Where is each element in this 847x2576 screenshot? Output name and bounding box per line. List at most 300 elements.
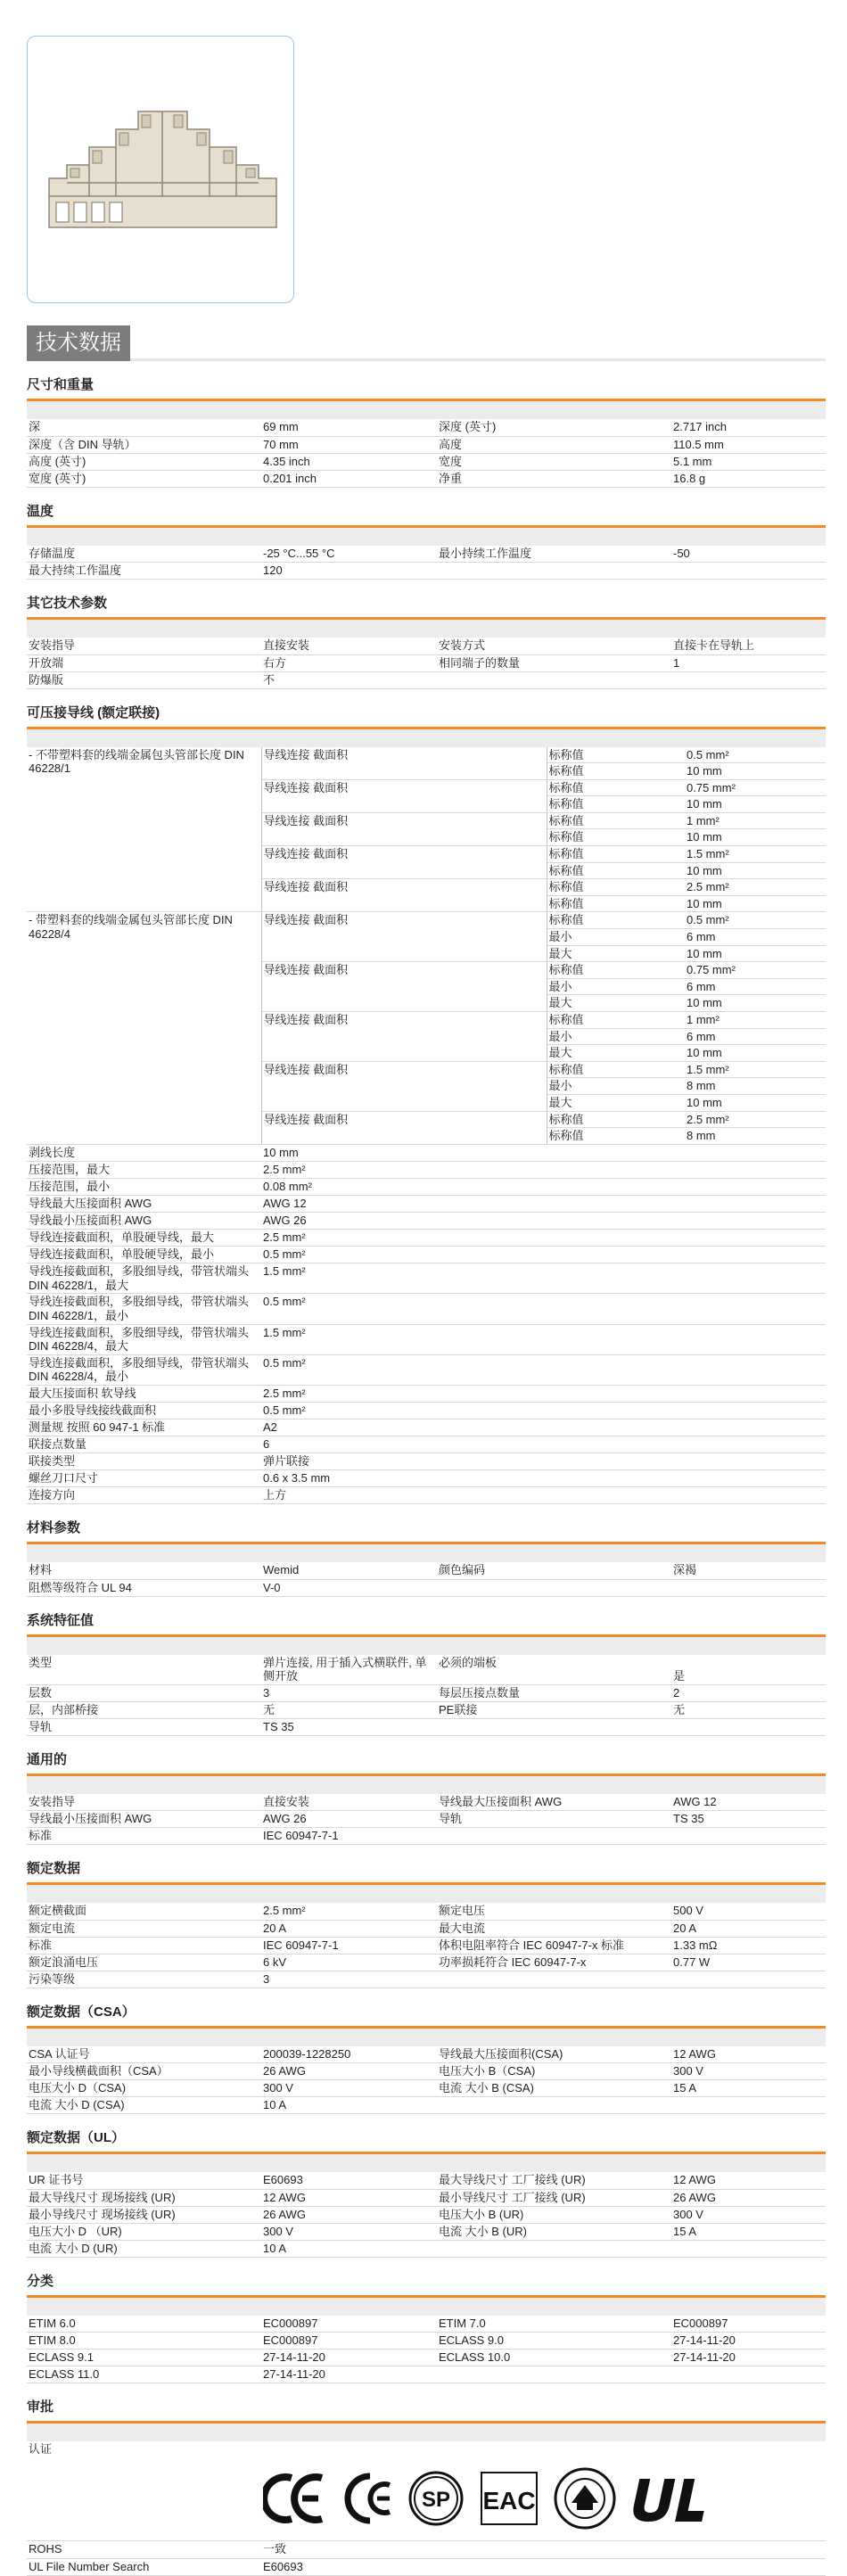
section-dimensions [27, 374, 826, 488]
type-label: 导线连接 截面积 [261, 1012, 547, 1062]
label: 最小 [547, 1078, 685, 1095]
label [437, 2366, 671, 2383]
value: 8 mm [685, 1078, 826, 1095]
label: ETIM 7.0 [437, 2316, 671, 2333]
value: 0.77 W [671, 1954, 826, 1971]
label [437, 2097, 671, 2114]
value: 12 AWG [671, 2046, 826, 2063]
label: 导轨 [27, 1718, 261, 1735]
section-gap [27, 1885, 826, 1903]
value: 69 mm [261, 419, 437, 436]
tech-data-title-bar [27, 325, 826, 361]
label: 材料 [27, 1562, 261, 1579]
value: Wemid [261, 1562, 437, 1579]
label: 层，内部桥接 [27, 1701, 261, 1718]
label: 最小导线尺寸 现场接线 (UR) [27, 2206, 261, 2223]
value: AWG 26 [261, 1811, 437, 1828]
table-row [27, 1294, 826, 1324]
value: 8 mm [685, 1128, 826, 1145]
value: 27-14-11-20 [261, 2350, 437, 2366]
label: 阻燃等级符合 UL 94 [27, 1579, 261, 1596]
label: 标称值 [547, 862, 685, 879]
csa-table [27, 2046, 826, 2115]
table-row [27, 1470, 826, 1487]
value: 2.5 mm² [261, 1230, 437, 1247]
value: 2.5 mm² [685, 1111, 826, 1128]
label: 电压大小 D （UR) [27, 2223, 261, 2240]
label: 电流 大小 D (CSA) [27, 2097, 261, 2114]
label: 标称值 [547, 879, 685, 896]
value: 12 AWG [261, 2189, 437, 2206]
value: 0.5 mm² [261, 1247, 437, 1263]
section-gap [27, 528, 826, 546]
label: 每层压接点数量 [437, 1684, 671, 1701]
value: AWG 12 [261, 1196, 437, 1213]
value: 直接安装 [261, 1794, 437, 1811]
label [437, 1828, 671, 1845]
table-row [27, 1386, 826, 1403]
value: 5.1 mm [671, 453, 826, 470]
csa-sp-text: SP [421, 2488, 451, 2513]
table-row [27, 1954, 826, 1971]
value: 10 mm [685, 829, 826, 846]
label: 功率损耗符合 IEC 60947-7-x [437, 1954, 671, 1971]
table-row [27, 2080, 826, 2097]
value: 70 mm [261, 436, 437, 453]
value: 1 mm² [685, 812, 826, 829]
section-gap [27, 1776, 826, 1794]
temperature-table [27, 546, 826, 580]
label: 安装方式 [437, 638, 671, 654]
label: 导线最大压接面积(CSA) [437, 2046, 671, 2063]
conductor-table-din-46228-1 [27, 747, 826, 913]
table-row [27, 1247, 826, 1263]
material-table [27, 1562, 826, 1597]
value [671, 1971, 826, 1988]
value: 2 [671, 1684, 826, 1701]
value: 26 AWG [671, 2189, 826, 2206]
table-row [27, 2172, 826, 2189]
value: 2.5 mm² [261, 1386, 437, 1403]
label: 开放端 [27, 654, 261, 671]
value: 6 [261, 1436, 437, 1453]
value: 10 A [261, 2097, 437, 2114]
value: 0.5 mm² [261, 1403, 437, 1420]
section-ul [27, 2127, 826, 2258]
table-row [27, 563, 826, 580]
value: 300 V [261, 2223, 437, 2240]
table-row [27, 638, 826, 654]
label: 存储温度 [27, 546, 261, 563]
label: 类型 [27, 1655, 261, 1685]
label: 最大导线尺寸 现场接线 (UR) [27, 2189, 261, 2206]
ul-table [27, 2172, 826, 2258]
label: 导线连接截面积，单股硬导线，最小 [27, 1247, 261, 1263]
table-row [27, 1971, 826, 1988]
label [437, 2558, 671, 2575]
label: 电压大小 D（CSA) [27, 2080, 261, 2097]
table-row [27, 747, 826, 763]
value: IEC 60947-7-1 [261, 1937, 437, 1954]
value: 16.8 g [671, 470, 826, 487]
label: 安装指导 [27, 638, 261, 654]
label: 电压大小 B (UR) [437, 2206, 671, 2223]
value: 1.5 mm² [685, 1061, 826, 1078]
table-row [27, 1324, 826, 1354]
section-other [27, 592, 826, 689]
label: 最小多股导线接线截面积 [27, 1403, 261, 1420]
table-row [27, 419, 826, 436]
label: 联接类型 [27, 1453, 261, 1470]
label: 连接方向 [27, 1487, 261, 1504]
label: 测量规 按照 60 947-1 标准 [27, 1420, 261, 1436]
type-label: 导线连接 截面积 [261, 779, 547, 812]
label: 导线最大压接面积 AWG [437, 1794, 671, 1811]
label: 最小导线尺寸 工厂接线 (UR) [437, 2189, 671, 2206]
section-gap [27, 2424, 826, 2441]
table-row [27, 2316, 826, 2333]
value [671, 1579, 826, 1596]
value [671, 671, 826, 688]
value: 15 A [671, 2080, 826, 2097]
value: 一致 [261, 2541, 437, 2558]
table-row [27, 1937, 826, 1954]
section-gap [27, 1637, 826, 1655]
value: 3 [261, 1684, 437, 1701]
value: 10 mm [685, 763, 826, 780]
value: 弹片联接 [261, 1453, 437, 1470]
type-label: 导线连接 截面积 [261, 812, 547, 845]
label: ECLASS 9.0 [437, 2333, 671, 2350]
value: 10 A [261, 2240, 437, 2257]
value: 6 mm [685, 929, 826, 946]
label [437, 1718, 671, 1735]
value: 是 [671, 1655, 826, 1685]
value: 500 V [671, 1903, 826, 1920]
approvals-cert-table [27, 2441, 826, 2458]
group-label: - 不带塑料套的线端金属包头管部长度 DIN 46228/1 [27, 747, 261, 912]
value: 2.5 mm² [685, 879, 826, 896]
value: -25 °C...55 °C [261, 546, 437, 563]
label: 标称值 [547, 846, 685, 863]
section-csa [27, 2001, 826, 2115]
value: E60693 [261, 2558, 437, 2575]
label: 压接范围，最大 [27, 1162, 261, 1179]
label: 最小导线横截面积（CSA） [27, 2063, 261, 2080]
ul-mark-text: UL [632, 2472, 634, 2473]
label: ECLASS 10.0 [437, 2350, 671, 2366]
table-row [27, 1263, 826, 1294]
value: 0.08 mm² [261, 1179, 437, 1196]
value: TS 35 [261, 1718, 437, 1735]
label: UL File Number Search [27, 2558, 261, 2575]
value [671, 2366, 826, 2383]
table-row [27, 2063, 826, 2080]
table-row [27, 1920, 826, 1937]
table-row [27, 1145, 826, 1162]
section-title: 其它技术参数 [27, 592, 826, 620]
value: 12 AWG [671, 2172, 826, 2189]
label: 电流 大小 B (UR) [437, 2223, 671, 2240]
label: 额定浪涌电压 [27, 1954, 261, 1971]
value [671, 2097, 826, 2114]
section-title: 审批 [27, 2396, 826, 2424]
label: 深度 (英寸) [437, 419, 671, 436]
label: 导线连接截面积，多股细导线，带管状端头 DIN 46228/4，最小 [27, 1354, 261, 1385]
value: 右方 [261, 654, 437, 671]
table-row [27, 470, 826, 487]
value: 10 mm [685, 862, 826, 879]
label: ETIM 8.0 [27, 2333, 261, 2350]
value: 2.5 mm² [261, 1903, 437, 1920]
value: 0.5 mm² [685, 747, 826, 763]
table-row [27, 1213, 826, 1230]
value [671, 2240, 826, 2257]
label: 额定电流 [27, 1920, 261, 1937]
csa-sp-icon [407, 2470, 465, 2527]
eac-mark-icon [481, 2472, 538, 2525]
label: 导线连接截面积，多股细导线，带管状端头 DIN 46228/1，最大 [27, 1263, 261, 1294]
table-row [27, 1562, 826, 1579]
label: 防爆版 [27, 671, 261, 688]
section-temperature [27, 500, 826, 580]
value: 27-14-11-20 [671, 2333, 826, 2350]
section-gap [27, 1544, 826, 1562]
label: 标称值 [547, 912, 685, 928]
value: EC000897 [671, 2316, 826, 2333]
ce-mark-alt-icon [343, 2471, 391, 2526]
section-title: 额定数据（UL） [27, 2127, 826, 2154]
section-gap [27, 2298, 826, 2316]
section-gap [27, 620, 826, 638]
section-title: 额定数据 [27, 1857, 826, 1885]
section-approvals [27, 2396, 826, 2576]
label: 最小 [547, 978, 685, 995]
table-row [27, 1420, 826, 1436]
label: 电流 大小 B (CSA) [437, 2080, 671, 2097]
section-gap [27, 729, 826, 747]
section-title: 通用的 [27, 1749, 826, 1776]
value: 1.5 mm² [261, 1263, 437, 1294]
value: 27-14-11-20 [671, 2350, 826, 2366]
value [671, 2541, 826, 2558]
label: 必须的端板 [437, 1655, 671, 1685]
type-label: 导线连接 截面积 [261, 912, 547, 961]
value: 弹片连接, 用于插入式横联件, 单侧开放 [261, 1655, 437, 1685]
value: A2 [261, 1420, 437, 1436]
value: 深褐 [671, 1562, 826, 1579]
label: 标准 [27, 1937, 261, 1954]
table-row [27, 1903, 826, 1920]
label [437, 2541, 671, 2558]
label: ROHS [27, 2541, 261, 2558]
table-row [27, 2541, 826, 2558]
section-title: 分类 [27, 2270, 826, 2298]
table-row [27, 1403, 826, 1420]
section-title: 额定数据（CSA） [27, 2001, 826, 2029]
label: PE联接 [437, 1701, 671, 1718]
label: 标准 [27, 1828, 261, 1845]
label: 最大 [547, 945, 685, 962]
label: ETIM 6.0 [27, 2316, 261, 2333]
table-row [27, 2350, 826, 2366]
table-row [27, 1794, 826, 1811]
table-row [27, 1718, 826, 1735]
value: 10 mm [685, 895, 826, 912]
label: 电压大小 B（CSA) [437, 2063, 671, 2080]
type-label: 导线连接 截面积 [261, 879, 547, 912]
section-title: 材料参数 [27, 1517, 826, 1544]
value: 1.5 mm² [685, 846, 826, 863]
label: 导轨 [437, 1811, 671, 1828]
value: 10 mm [685, 1094, 826, 1111]
table-row [27, 1453, 826, 1470]
page [0, 36, 847, 2576]
section-title: 尺寸和重量 [27, 374, 826, 401]
label: 最大导线尺寸 工厂接线 (UR) [437, 2172, 671, 2189]
value: 4.35 inch [261, 453, 437, 470]
cert-label: 认证 [29, 2442, 53, 2457]
value: 6 kV [261, 1954, 437, 1971]
value: 10 mm [685, 796, 826, 813]
value: 26 AWG [261, 2206, 437, 2223]
label: UR 证书号 [27, 2172, 261, 2189]
label: 深 [27, 419, 261, 436]
group-label: - 带塑料套的线端金属包头管部长度 DIN 46228/4 [27, 912, 261, 1144]
terminal-block-image [31, 94, 290, 245]
label: 标称值 [547, 1128, 685, 1145]
label: ECLASS 9.1 [27, 2350, 261, 2366]
label: 最大 [547, 1045, 685, 1062]
table-row [27, 1701, 826, 1718]
label: 宽度 [437, 453, 671, 470]
table-row [27, 2333, 826, 2350]
table-row [27, 1655, 826, 1685]
table-row [27, 2097, 826, 2114]
label: 导线最小压接面积 AWG [27, 1811, 261, 1828]
value [671, 1718, 826, 1735]
label: 标称值 [547, 1012, 685, 1029]
value: 6 mm [685, 978, 826, 995]
section-title: 可压接导线 (额定联接) [27, 702, 826, 729]
value: 20 A [261, 1920, 437, 1937]
label: 标称值 [547, 962, 685, 979]
type-label: 导线连接 截面积 [261, 1111, 547, 1144]
value: 0.75 mm² [685, 779, 826, 796]
classification-table [27, 2316, 826, 2384]
table-row [27, 1579, 826, 1596]
section-general [27, 1749, 826, 1846]
ul-recognized-icon [632, 2472, 718, 2525]
label: 联接点数量 [27, 1436, 261, 1453]
value: 直接安装 [261, 638, 437, 654]
table-row [27, 2046, 826, 2063]
type-label: 导线连接 截面积 [261, 962, 547, 1012]
label: 净重 [437, 470, 671, 487]
value: 无 [261, 1701, 437, 1718]
label [437, 671, 671, 688]
section-material [27, 1517, 826, 1597]
table-row [27, 1196, 826, 1213]
system-table [27, 1655, 826, 1736]
ce-mark-icon [263, 2471, 327, 2526]
table-row [27, 1828, 826, 1845]
label: 螺丝刀口尺寸 [27, 1470, 261, 1487]
value: 10 mm [685, 1045, 826, 1062]
page-title: 技术数据 [27, 325, 130, 361]
label: 最大压接面积 软导线 [27, 1386, 261, 1403]
label: 标称值 [547, 829, 685, 846]
value: 无 [671, 1701, 826, 1718]
value: 27-14-11-20 [261, 2366, 437, 2383]
value: AWG 26 [261, 1213, 437, 1230]
label: 高度 [437, 436, 671, 453]
value: EC000897 [261, 2316, 437, 2333]
label: 标称值 [547, 1111, 685, 1128]
value: 1.5 mm² [261, 1324, 437, 1354]
value [671, 563, 826, 580]
section-title: 温度 [27, 500, 826, 528]
value: 20 A [671, 1920, 826, 1937]
value: 2.5 mm² [261, 1162, 437, 1179]
value: TS 35 [671, 1811, 826, 1828]
value: 上方 [261, 1487, 437, 1504]
value: 26 AWG [261, 2063, 437, 2080]
label: 标称值 [547, 796, 685, 813]
certification-seal-icon [554, 2467, 616, 2530]
label [437, 2240, 671, 2257]
value: 200039-1228250 [261, 2046, 437, 2063]
section-system [27, 1609, 826, 1736]
value: EC000897 [261, 2333, 437, 2350]
section-conductors [27, 702, 826, 1505]
value: 300 V [671, 2063, 826, 2080]
value: 1 mm² [685, 1012, 826, 1029]
section-gap [27, 2029, 826, 2046]
value: IEC 60947-7-1 [261, 1828, 437, 1845]
label: 宽度 (英寸) [27, 470, 261, 487]
value: E60693 [261, 2172, 437, 2189]
label: 标称值 [547, 763, 685, 780]
value: 1 [671, 654, 826, 671]
label: ECLASS 11.0 [27, 2366, 261, 2383]
label: 导线最小压接面积 AWG [27, 1213, 261, 1230]
table-row [27, 2189, 826, 2206]
label: 层数 [27, 1684, 261, 1701]
value: 不 [261, 671, 437, 688]
value: 2.717 inch [671, 419, 826, 436]
label: 安装指导 [27, 1794, 261, 1811]
label: 颜色编码 [437, 1562, 671, 1579]
label: 标称值 [547, 779, 685, 796]
table-row [27, 1811, 826, 1828]
table-row [27, 1354, 826, 1385]
table-row [27, 1436, 826, 1453]
label: 导线连接截面积，多股细导线，带管状端头 DIN 46228/4，最大 [27, 1324, 261, 1354]
conductor-table-din-46228-4 [27, 912, 826, 1144]
section-classification [27, 2270, 826, 2384]
table-row [27, 2206, 826, 2223]
table-row [27, 1487, 826, 1504]
product-image-card[interactable] [27, 36, 294, 303]
type-label: 导线连接 截面积 [261, 1061, 547, 1111]
label: 标称值 [547, 895, 685, 912]
value: 直接卡在导轨上 [671, 638, 826, 654]
value: 300 V [261, 2080, 437, 2097]
label: 最小 [547, 929, 685, 946]
value: 10 mm [685, 995, 826, 1012]
eac-text: EAC [482, 2487, 536, 2515]
